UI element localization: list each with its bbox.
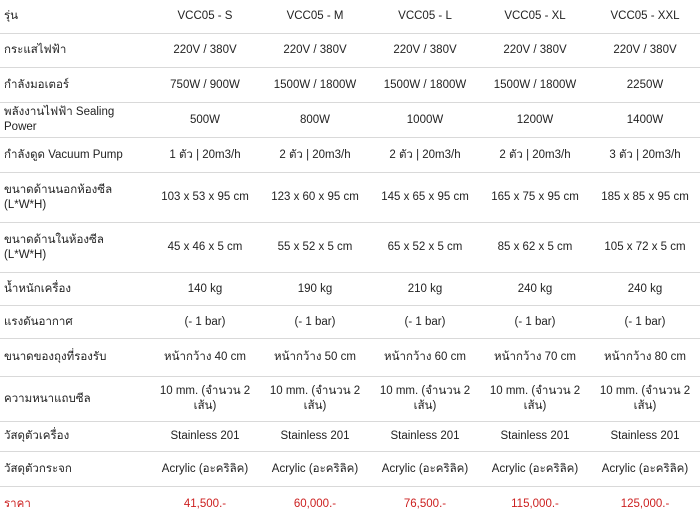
spec-cell: Stainless 201	[590, 422, 700, 452]
spec-cell: Acrylic (อะคริลิค)	[480, 452, 590, 487]
spec-cell: 1 ตัว | 20m3/h	[150, 138, 260, 173]
row-label: กระแสไฟฟ้า	[0, 34, 150, 68]
spec-cell: 220V / 380V	[260, 34, 370, 68]
row-label: ขนาดด้านในห้องซีล (L*W*H)	[0, 223, 150, 273]
model-name: VCC05 - L	[370, 0, 480, 34]
spec-cell: 185 x 85 x 95 cm	[590, 173, 700, 223]
spec-cell: หน้ากว้าง 80 cm	[590, 339, 700, 377]
spec-cell: 220V / 380V	[150, 34, 260, 68]
row-label: กำลังดูด Vacuum Pump	[0, 138, 150, 173]
header-label: รุ่น	[0, 0, 150, 34]
spec-cell: 165 x 75 x 95 cm	[480, 173, 590, 223]
spec-cell: 800W	[260, 103, 370, 138]
spec-cell: 2 ตัว | 20m3/h	[480, 138, 590, 173]
spec-cell: 220V / 380V	[370, 34, 480, 68]
row-label: ขนาดด้านนอกห้องซีล (L*W*H)	[0, 173, 150, 223]
spec-cell: 2 ตัว | 20m3/h	[370, 138, 480, 173]
spec-cell: 190 kg	[260, 273, 370, 306]
spec-cell: หน้ากว้าง 40 cm	[150, 339, 260, 377]
price-cell: 60,000.-	[260, 487, 370, 521]
spec-cell: Acrylic (อะคริลิค)	[590, 452, 700, 487]
price-label: ราคา	[0, 487, 150, 521]
spec-row-motor-power	[0, 68, 700, 103]
spec-cell: 220V / 380V	[590, 34, 700, 68]
spec-cell: Stainless 201	[480, 422, 590, 452]
spec-row-outer-size	[0, 173, 700, 223]
spec-cell: 10 mm. (จำนวน 2 เส้น)	[590, 377, 700, 422]
spec-cell: 10 mm. (จำนวน 2 เส้น)	[150, 377, 260, 422]
spec-row-body-material	[0, 422, 700, 452]
row-label: วัสดุตัวกระจก	[0, 452, 150, 487]
spec-cell: 1500W / 1800W	[370, 68, 480, 103]
spec-cell: 140 kg	[150, 273, 260, 306]
spec-cell: 1500W / 1800W	[260, 68, 370, 103]
spec-cell: 123 x 60 x 95 cm	[260, 173, 370, 223]
spec-cell: 65 x 52 x 5 cm	[370, 223, 480, 273]
model-name: VCC05 - XXL	[590, 0, 700, 34]
spec-cell: (- 1 bar)	[150, 306, 260, 339]
spec-cell: Stainless 201	[260, 422, 370, 452]
spec-cell: 85 x 62 x 5 cm	[480, 223, 590, 273]
spec-cell: Stainless 201	[370, 422, 480, 452]
row-label: ขนาดของถุงที่รองรับ	[0, 339, 150, 377]
spec-cell: 1000W	[370, 103, 480, 138]
price-cell: 115,000.-	[480, 487, 590, 521]
spec-cell: Acrylic (อะคริลิค)	[260, 452, 370, 487]
spec-row-voltage	[0, 34, 700, 68]
spec-row-bag-size	[0, 339, 700, 377]
spec-cell: หน้ากว้าง 70 cm	[480, 339, 590, 377]
row-label: วัสดุตัวเครื่อง	[0, 422, 150, 452]
price-cell: 76,500.-	[370, 487, 480, 521]
spec-cell: 210 kg	[370, 273, 480, 306]
spec-cell: 10 mm. (จำนวน 2 เส้น)	[480, 377, 590, 422]
row-label: ความหนาแถบซีล	[0, 377, 150, 422]
spec-cell: 3 ตัว | 20m3/h	[590, 138, 700, 173]
spec-cell: 240 kg	[480, 273, 590, 306]
price-cell: 41,500.-	[150, 487, 260, 521]
spec-cell: 55 x 52 x 5 cm	[260, 223, 370, 273]
spec-row-price	[0, 487, 700, 521]
header-row	[0, 0, 700, 34]
spec-row-seal-thickness	[0, 377, 700, 422]
spec-row-glass-material	[0, 452, 700, 487]
spec-cell: 750W / 900W	[150, 68, 260, 103]
model-name: VCC05 - M	[260, 0, 370, 34]
spec-cell: 1400W	[590, 103, 700, 138]
spec-row-pressure	[0, 306, 700, 339]
spec-row-inner-size	[0, 223, 700, 273]
spec-cell: 103 x 53 x 95 cm	[150, 173, 260, 223]
spec-row-vacuum-pump	[0, 138, 700, 173]
spec-cell: 220V / 380V	[480, 34, 590, 68]
row-label: น้ำหนักเครื่อง	[0, 273, 150, 306]
spec-cell: 10 mm. (จำนวน 2 เส้น)	[260, 377, 370, 422]
spec-cell: หน้ากว้าง 60 cm	[370, 339, 480, 377]
spec-cell: หน้ากว้าง 50 cm	[260, 339, 370, 377]
spec-cell: 105 x 72 x 5 cm	[590, 223, 700, 273]
spec-cell: 2 ตัว | 20m3/h	[260, 138, 370, 173]
spec-cell: 2250W	[590, 68, 700, 103]
price-cell: 125,000.-	[590, 487, 700, 521]
model-name: VCC05 - XL	[480, 0, 590, 34]
spec-cell: 1200W	[480, 103, 590, 138]
row-label: แรงดันอากาศ	[0, 306, 150, 339]
spec-cell: Acrylic (อะคริลิค)	[370, 452, 480, 487]
spec-cell: 45 x 46 x 5 cm	[150, 223, 260, 273]
row-label: กำลังมอเตอร์	[0, 68, 150, 103]
spec-row-sealing-power	[0, 103, 700, 138]
spec-cell: (- 1 bar)	[480, 306, 590, 339]
spec-cell: Stainless 201	[150, 422, 260, 452]
spec-cell: (- 1 bar)	[590, 306, 700, 339]
spec-cell: 240 kg	[590, 273, 700, 306]
spec-cell: (- 1 bar)	[260, 306, 370, 339]
spec-cell: (- 1 bar)	[370, 306, 480, 339]
spec-cell: 500W	[150, 103, 260, 138]
row-label: พลังงานไฟฟ้า Sealing Power	[0, 103, 150, 138]
spec-cell: 10 mm. (จำนวน 2 เส้น)	[370, 377, 480, 422]
model-name: VCC05 - S	[150, 0, 260, 34]
spec-row-weight	[0, 273, 700, 306]
spec-cell: Acrylic (อะคริลิค)	[150, 452, 260, 487]
spec-cell: 145 x 65 x 95 cm	[370, 173, 480, 223]
spec-cell: 1500W / 1800W	[480, 68, 590, 103]
